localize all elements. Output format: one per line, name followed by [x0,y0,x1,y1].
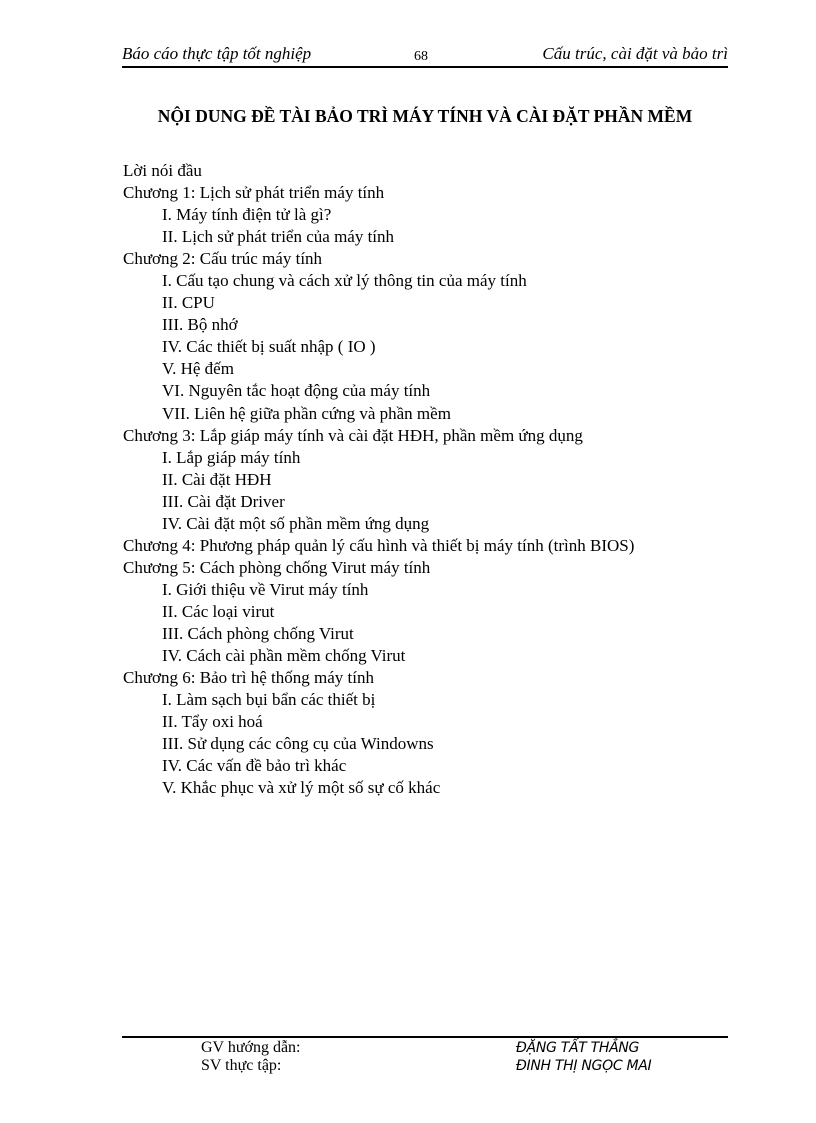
toc-section: V. Khắc phục và xử lý một số sự cố khác [162,778,441,798]
toc-section: III. Cài đặt Driver [162,491,285,511]
toc-section: III. Cách phòng chống Virut [162,623,354,643]
toc-section: II. CPU [162,293,215,313]
page-number: 68 [414,49,428,64]
page-footer [201,1039,652,1075]
toc-section: VI. Nguyên tắc hoạt động của máy tính [162,381,431,401]
toc-section: IV. Các vấn đề bảo trì khác [162,756,347,776]
document-title: NỘI DUNG ĐỀ TÀI BẢO TRÌ MÁY TÍNH VÀ CÀI ĐẶT PHẦN MỀM [157,106,693,126]
advisor-label: GV hướng dẫn: [201,1039,301,1056]
page-header [122,44,728,68]
toc-chapter: Chương 4: Phương pháp quản lý cấu hình và thiết bị máy tính (trình BIOS) [123,535,635,555]
toc-section: II. Lịch sử phát triển của máy tính [162,227,395,247]
header-section-title: Cấu trúc, cài đặt và bảo trì [542,44,728,63]
toc-section: VII. Liên hệ giữa phần cứng và phần mềm [162,403,451,423]
toc-chapter: Chương 2: Cấu trúc máy tính [123,249,323,269]
student-row [201,1057,652,1075]
toc-chapter: Chương 5: Cách phòng chống Virut máy tính [123,557,431,577]
toc-section: I. Lắp giáp máy tính [162,447,301,467]
toc-section: V. Hệ đếm [162,359,234,379]
toc-section: II. Tẩy oxi hoá [162,712,263,732]
toc-chapter: Chương 3: Lắp giáp máy tính và cài đặt HĐH, phần mềm ứng dụng [123,425,583,445]
toc-section: III. Bộ nhớ [162,315,238,335]
student-name: ĐINH THỊ NGỌC MAI [516,1058,652,1074]
toc-section: IV. Các thiết bị suất nhập ( IO ) [162,337,376,357]
toc-section: III. Sử dụng các công cụ của Windowns [162,734,434,754]
toc-chapter: Lời nói đầu [123,161,202,180]
toc-section: II. Các loại virut [162,601,275,621]
toc-section: IV. Cách cài phần mềm chống Virut [162,646,406,666]
toc-section: II. Cài đặt HĐH [162,469,272,489]
toc-section: I. Làm sạch bụi bẩn các thiết bị [162,690,376,710]
footer-divider [122,1036,728,1038]
table-of-contents [123,160,634,799]
toc-chapter: Chương 1: Lịch sử phát triển máy tính [123,183,385,203]
toc-section: I. Giới thiệu về Virut máy tính [162,579,369,599]
toc-section: IV. Cài đặt một số phần mềm ứng dụng [162,513,430,533]
header-report-title: Báo cáo thực tập tốt nghiệp [122,44,312,63]
advisor-name: ĐẶNG TẤT THẮNG [516,1040,640,1056]
toc-section: I. Máy tính điện tử là gì? [162,205,332,225]
toc-chapter: Chương 6: Bảo trì hệ thống máy tính [123,668,374,688]
advisor-row [201,1039,640,1057]
toc-section: I. Cấu tạo chung và cách xử lý thông tin của máy tính [162,271,527,291]
student-label: SV thực tập: [201,1057,282,1074]
